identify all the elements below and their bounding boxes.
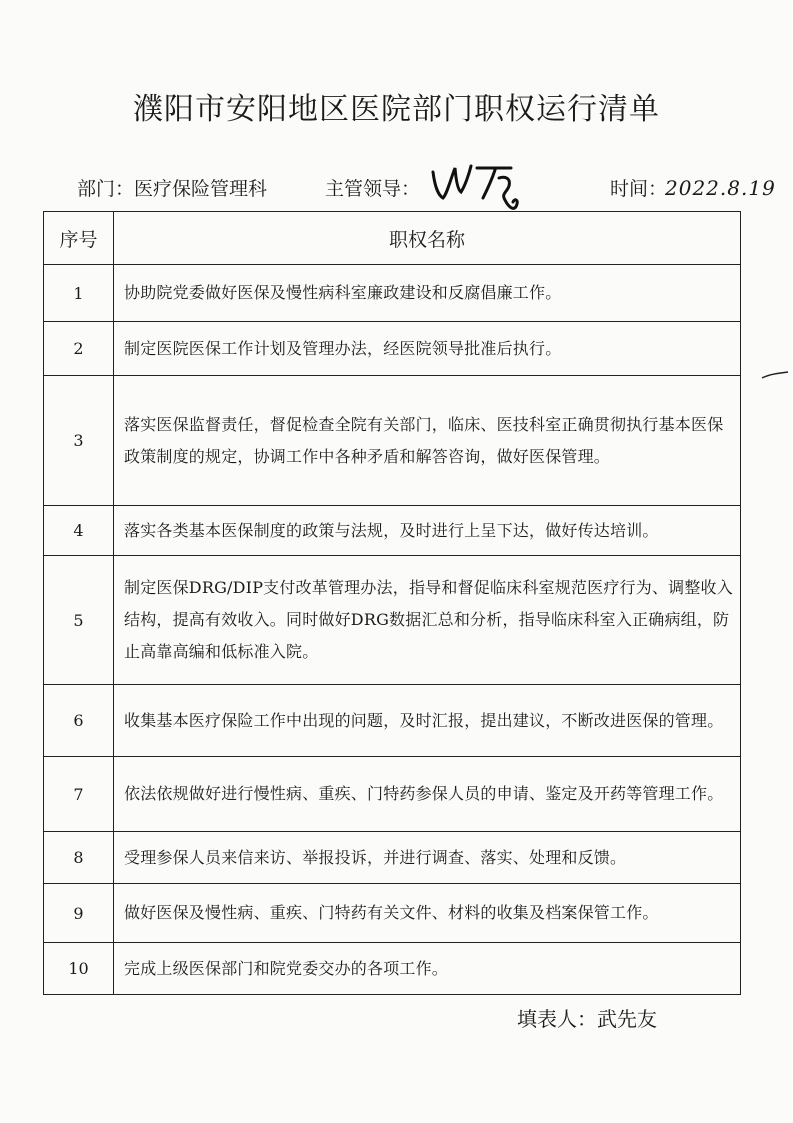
row-number: 4 bbox=[44, 506, 114, 556]
row-number: 2 bbox=[44, 322, 114, 376]
row-number: 7 bbox=[44, 757, 114, 832]
table-header-row bbox=[44, 212, 741, 265]
header-seq: 序号 bbox=[44, 212, 114, 265]
row-number: 3 bbox=[44, 376, 114, 506]
row-content: 协助院党委做好医保及慢性病科室廉政建设和反腐倡廉工作。 bbox=[114, 265, 741, 322]
table-row bbox=[44, 506, 741, 556]
row-content: 完成上级医保部门和院党委交办的各项工作。 bbox=[114, 943, 741, 995]
row-content: 受理参保人员来信来访、举报投诉，并进行调查、落实、处理和反馈。 bbox=[114, 832, 741, 884]
row-number: 1 bbox=[44, 265, 114, 322]
row-content: 制定医院医保工作计划及管理办法，经医院领导批准后执行。 bbox=[114, 322, 741, 376]
table-row bbox=[44, 943, 741, 995]
leader-label: 主管领导： bbox=[325, 178, 421, 200]
row-number: 9 bbox=[44, 884, 114, 943]
row-number: 10 bbox=[44, 943, 114, 995]
authority-table bbox=[43, 211, 741, 995]
table-row bbox=[44, 322, 741, 376]
row-number: 6 bbox=[44, 685, 114, 757]
table-row bbox=[44, 685, 741, 757]
time-label: 时间： bbox=[610, 178, 668, 200]
table-row bbox=[44, 376, 741, 506]
row-content: 依法依规做好进行慢性病、重疾、门特药参保人员的申请、鉴定及开药等管理工作。 bbox=[114, 757, 741, 832]
row-content: 落实各类基本医保制度的政策与法规，及时进行上呈下达，做好传达培训。 bbox=[114, 506, 741, 556]
table-row bbox=[44, 884, 741, 943]
row-content: 做好医保及慢性病、重疾、门特药有关文件、材料的收集及档案保管工作。 bbox=[114, 884, 741, 943]
row-number: 5 bbox=[44, 556, 114, 685]
department-label: 部门：医疗保险管理科 bbox=[77, 178, 268, 200]
table-row bbox=[44, 556, 741, 685]
stray-pen-mark bbox=[760, 370, 790, 382]
page-title: 濮阳市安阳地区医院部门职权运行清单 bbox=[133, 92, 660, 127]
table-row bbox=[44, 265, 741, 322]
header-name: 职权名称 bbox=[114, 212, 741, 265]
table-row bbox=[44, 832, 741, 884]
table-row bbox=[44, 757, 741, 832]
row-number: 8 bbox=[44, 832, 114, 884]
row-content: 收集基本医疗保险工作中出现的问题，及时汇报，提出建议，不断改进医保的管理。 bbox=[114, 685, 741, 757]
row-content: 制定医保DRG/DIP支付改革管理办法，指导和督促临床科室规范医疗行为、调整收入结构，提高有效收入。同时做好DRG数据汇总和分析，指导临床科室入正确病组，防止高靠高编和低标准入院。 bbox=[114, 556, 741, 685]
row-content: 落实医保监督责任，督促检查全院有关部门，临床、医技科室正确贯彻执行基本医保政策制度的规定，协调工作中各种矛盾和解答咨询，做好医保管理。 bbox=[114, 376, 741, 506]
filler-label: 填表人：武先友 bbox=[517, 1007, 657, 1031]
handwritten-date: 2022.8.19 bbox=[665, 176, 776, 200]
